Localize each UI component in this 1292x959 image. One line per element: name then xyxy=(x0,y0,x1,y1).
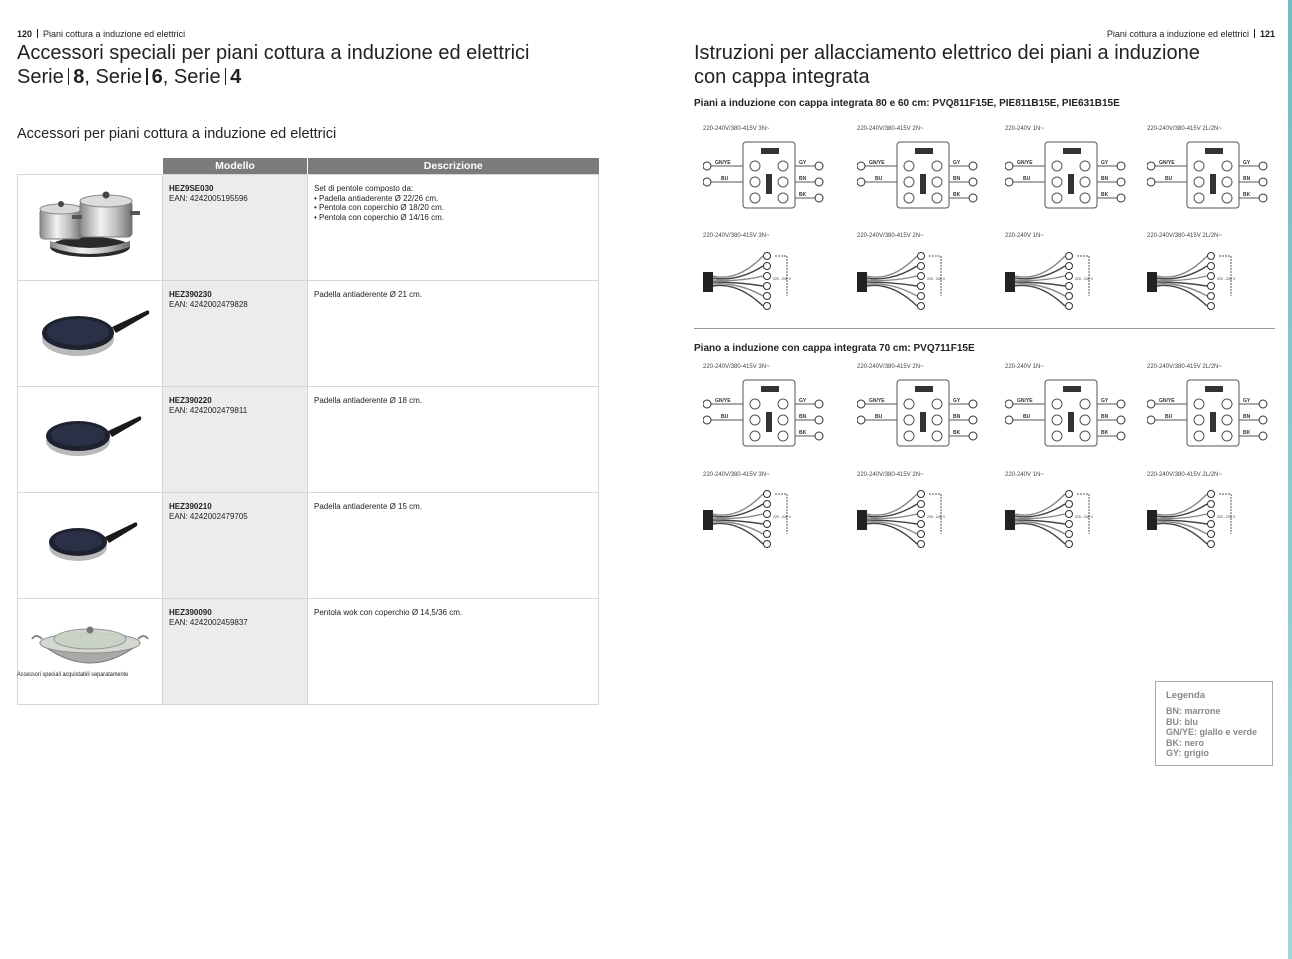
legend-row: GY: grigio xyxy=(1166,748,1209,758)
svg-text:GN/YE: GN/YE xyxy=(715,398,731,404)
cable-wiring-diagram xyxy=(1005,482,1105,552)
description-cell: Padella antiaderente Ø 21 cm. xyxy=(308,281,599,387)
svg-text:BU: BU xyxy=(875,414,883,420)
model-code: HEZ390090 xyxy=(169,608,212,617)
description-cell: Padella antiaderente Ø 15 cm. xyxy=(308,493,599,599)
legend-row: BN: marrone xyxy=(1166,706,1221,716)
svg-text:BN: BN xyxy=(1101,176,1109,182)
cable-diagram-label: 220-240V 1N~ xyxy=(1005,472,1044,478)
product-image-cell xyxy=(18,599,163,705)
cable-diagram-label: 220-240V/380-415V 2L/2N~ xyxy=(1147,233,1222,239)
product-image-cell xyxy=(18,281,163,387)
model-cell xyxy=(163,175,308,281)
svg-text:220 - 240 V: 220 - 240 V xyxy=(1217,277,1236,281)
svg-text:BK: BK xyxy=(1243,430,1251,436)
terminal-diagram-label: 220-240V/380-415V 2N~ xyxy=(857,364,924,370)
ean-code: EAN: 4242002459837 xyxy=(169,617,248,627)
svg-text:BU: BU xyxy=(1023,414,1031,420)
page-title: Accessori speciali per piani cottura a induzione ed elettrici Serie 8, Serie 6, Serie 4 xyxy=(17,42,530,88)
cable-diagram-label: 220-240V/380-415V 3N~ xyxy=(703,472,770,478)
description-cell: Set di pentole composto da: • Padella antiaderente Ø 22/26 cm. • Pentola con coperchio Ø 18/20 cm. • Pentola con coperchio Ø 14/16 cm. xyxy=(308,175,599,281)
model-code: HEZ390230 xyxy=(169,290,212,299)
model-cell xyxy=(163,599,308,705)
section-title: Accessori per piani cottura a induzione ed elettrici xyxy=(17,126,337,142)
page-title-right: Istruzioni per allacciamento elettrico dei piani a induzione con cappa integrata xyxy=(694,42,1200,88)
svg-text:BK: BK xyxy=(799,192,807,198)
cable-wiring-diagram xyxy=(1005,244,1105,314)
section-title-80-60: Piani a induzione con cappa integrata 80 e 60 cm: PVQ811F15E, PIE811B15E, PIE631B15E xyxy=(694,98,1120,109)
svg-text:BN: BN xyxy=(1243,176,1251,182)
svg-text:BK: BK xyxy=(1101,430,1109,436)
svg-text:BN: BN xyxy=(799,414,807,420)
model-code: HEZ9SE030 xyxy=(169,184,214,193)
terminal-block-diagram xyxy=(1005,372,1135,450)
terminal-block-diagram xyxy=(1005,134,1135,212)
svg-text:BU: BU xyxy=(721,176,729,182)
model-cell xyxy=(163,281,308,387)
cable-wiring-diagram xyxy=(703,482,803,552)
wok-image xyxy=(18,599,161,695)
svg-text:BN: BN xyxy=(1101,414,1109,420)
model-cell xyxy=(163,387,308,493)
page-folio: Piani cottura a induzione ed elettrici 121 xyxy=(1106,29,1275,39)
cable-wiring-diagram xyxy=(857,482,957,552)
svg-text:220 - 240 V: 220 - 240 V xyxy=(773,277,792,281)
ean-code: EAN: 4242002479828 xyxy=(169,299,248,309)
divider xyxy=(694,328,1275,329)
svg-text:220 - 240 V: 220 - 240 V xyxy=(1217,515,1236,519)
table-row xyxy=(18,175,599,281)
svg-text:BN: BN xyxy=(953,176,961,182)
svg-text:GN/YE: GN/YE xyxy=(1017,398,1033,404)
terminal-diagram-label: 220-240V 1N~ xyxy=(1005,364,1044,370)
svg-text:GY: GY xyxy=(1101,160,1109,166)
terminal-block-diagram xyxy=(857,134,987,212)
product-image-cell xyxy=(18,493,163,599)
svg-text:GN/YE: GN/YE xyxy=(1017,160,1033,166)
model-cell xyxy=(163,493,308,599)
terminal-diagram-label: 220-240V/380-415V 3N~ xyxy=(703,364,770,370)
footnote: Accessori speciali acquistabili separatamente xyxy=(17,671,129,678)
ean-code: EAN: 4242002479811 xyxy=(169,405,248,415)
svg-text:GN/YE: GN/YE xyxy=(1159,398,1175,404)
svg-text:220 - 240 V: 220 - 240 V xyxy=(773,515,792,519)
table-row xyxy=(18,599,599,705)
frying-pan-image xyxy=(18,281,161,377)
terminal-block-diagram xyxy=(703,134,833,212)
legend-row: BU: blu xyxy=(1166,716,1198,727)
terminal-diagram-label: 220-240V/380-415V 3N~ xyxy=(703,126,770,132)
svg-text:BK: BK xyxy=(953,192,961,198)
svg-text:BU: BU xyxy=(875,176,883,182)
terminal-diagram-label: 220-240V/380-415V 2L/2N~ xyxy=(1147,126,1222,132)
svg-text:BK: BK xyxy=(1101,192,1109,198)
frying-pan-image xyxy=(18,493,161,589)
frying-pan-image xyxy=(18,387,161,483)
table-row xyxy=(18,387,599,493)
svg-text:GN/YE: GN/YE xyxy=(1159,160,1175,166)
product-image-cell xyxy=(18,175,163,281)
cable-diagram-label: 220-240V/380-415V 2N~ xyxy=(857,233,924,239)
cable-wiring-diagram xyxy=(1147,482,1247,552)
svg-text:BU: BU xyxy=(1165,176,1173,182)
legend-row: BK: nero xyxy=(1166,737,1204,748)
cable-diagram-label: 220-240V 1N~ xyxy=(1005,233,1044,239)
svg-text:GN/YE: GN/YE xyxy=(869,160,885,166)
svg-text:BN: BN xyxy=(953,414,961,420)
column-header-model: Modello xyxy=(163,158,308,175)
svg-text:GN/YE: GN/YE xyxy=(869,398,885,404)
svg-text:GY: GY xyxy=(953,160,961,166)
svg-text:GY: GY xyxy=(1243,160,1251,166)
terminal-block-diagram xyxy=(703,372,833,450)
cable-diagram-label: 220-240V/380-415V 2L/2N~ xyxy=(1147,472,1222,478)
svg-text:GY: GY xyxy=(1101,398,1109,404)
terminal-block-diagram xyxy=(857,372,987,450)
svg-text:BK: BK xyxy=(1243,192,1251,198)
terminal-block-diagram xyxy=(1147,372,1277,450)
table-header-row xyxy=(18,158,599,175)
table-row xyxy=(18,493,599,599)
svg-text:BU: BU xyxy=(1023,176,1031,182)
svg-text:GY: GY xyxy=(799,160,807,166)
terminal-diagram-label: 220-240V 1N~ xyxy=(1005,126,1044,132)
legend-row: GN/YE: giallo e verde xyxy=(1166,727,1258,737)
svg-text:220 - 240 V: 220 - 240 V xyxy=(1075,277,1094,281)
svg-text:220 - 240 V: 220 - 240 V xyxy=(1075,515,1094,519)
svg-text:220 - 240 V: 220 - 240 V xyxy=(927,277,946,281)
description-cell: Padella antiaderente Ø 18 cm. xyxy=(308,387,599,493)
description-cell: Pentola wok con coperchio Ø 14,5/36 cm. xyxy=(308,599,599,705)
svg-text:BU: BU xyxy=(1165,414,1173,420)
section-title-70: Piano a induzione con cappa integrata 70 cm: PVQ711F15E xyxy=(694,343,975,354)
legend-title: Legenda xyxy=(1166,690,1206,701)
accessories-table xyxy=(17,158,599,705)
model-code: HEZ390220 xyxy=(169,396,212,405)
cable-wiring-diagram xyxy=(1147,244,1247,314)
cable-wiring-diagram xyxy=(857,244,957,314)
svg-text:BN: BN xyxy=(1243,414,1251,420)
column-header-description: Descrizione xyxy=(308,158,599,175)
legend-box xyxy=(1155,681,1273,766)
cable-diagram-label: 220-240V/380-415V 2N~ xyxy=(857,472,924,478)
product-image-cell xyxy=(18,387,163,493)
svg-text:GN/YE: GN/YE xyxy=(715,160,731,166)
page-edge-accent xyxy=(1288,0,1292,959)
ean-code: EAN: 4242005195596 xyxy=(169,193,248,203)
svg-text:220 - 240 V: 220 - 240 V xyxy=(927,515,946,519)
svg-text:GY: GY xyxy=(953,398,961,404)
svg-text:BN: BN xyxy=(799,176,807,182)
terminal-diagram-label: 220-240V/380-415V 2N~ xyxy=(857,126,924,132)
svg-text:BK: BK xyxy=(799,430,807,436)
table-row xyxy=(18,281,599,387)
cable-wiring-diagram xyxy=(703,244,803,314)
ean-code: EAN: 4242002479705 xyxy=(169,511,248,521)
model-code: HEZ390210 xyxy=(169,502,212,511)
terminal-diagram-label: 220-240V/380-415V 2L/2N~ xyxy=(1147,364,1222,370)
terminal-block-diagram xyxy=(1147,134,1277,212)
svg-text:GY: GY xyxy=(1243,398,1251,404)
svg-text:GY: GY xyxy=(799,398,807,404)
page-folio: 120 Piani cottura a induzione ed elettrici xyxy=(17,29,186,39)
cable-diagram-label: 220-240V/380-415V 3N~ xyxy=(703,233,770,239)
column-header-image xyxy=(18,158,163,175)
pot-set-image xyxy=(18,175,161,271)
svg-text:BU: BU xyxy=(721,414,729,420)
svg-text:BK: BK xyxy=(953,430,961,436)
